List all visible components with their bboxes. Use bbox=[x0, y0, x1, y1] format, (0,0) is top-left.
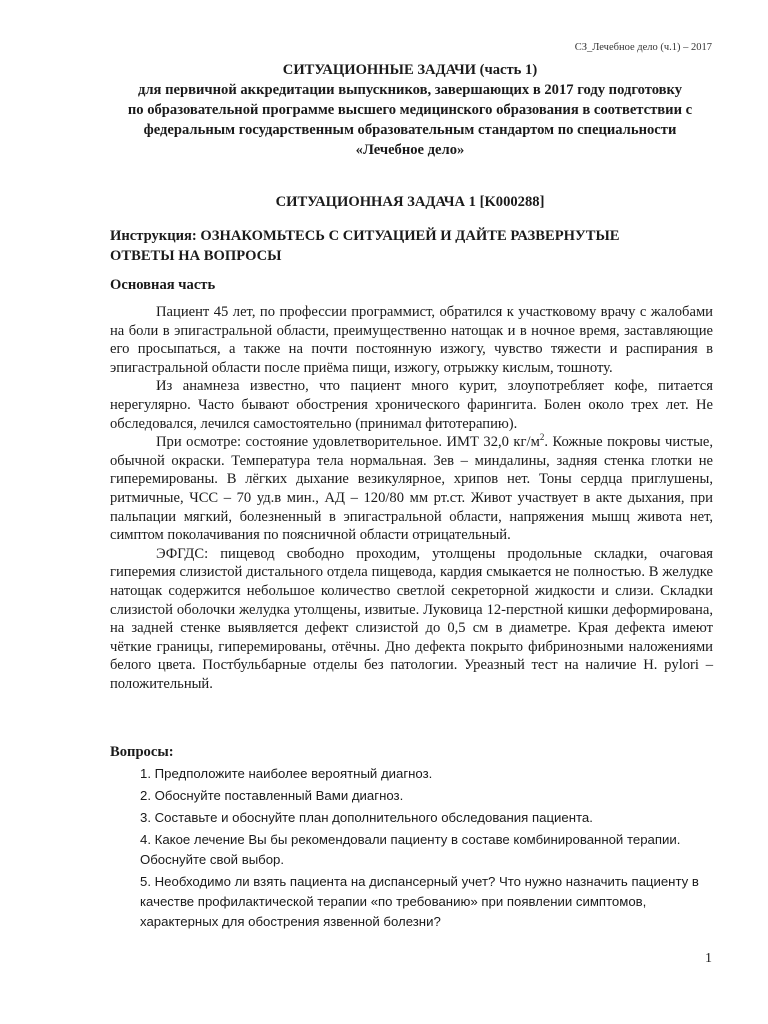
complaints-paragraph: Пациент 45 лет, по профессии программист, обратился к участковому врачу с жалобами на боли в эпигастральной области, преимущественно натощак и в ночное время, заставляющие его просыпаться, а также на почти постоянную изжогу, чувство тяжести и распирания в эпигастральной области после приёма пищи, изжогу, отрыжку кислым, тошноту. bbox=[110, 304, 713, 376]
instruction bbox=[110, 226, 710, 266]
question-3: 3. Составьте и обоснуйте план дополнительного обследования пациента. bbox=[140, 810, 593, 825]
title-line-1: СИТУАЦИОННЫЕ ЗАДАЧИ (часть 1) bbox=[282, 62, 538, 78]
egds-paragraph: ЭФГДС: пищевод свободно проходим, утолщены продольные складки, очаговая гиперемия слизистой дистального отдела пищевода, кардия смыкается не полностью. В желудке натощак содержится небольшое количество светлой секреторной жидкости и слизи. Складки слизистой оболочки желудка утолщены, извитые. Луковица 12-перстной кишки деформирована, на задней стенке выявляется дефект слизистой до 0,5 см в диаметре. Края дефекта имеют чёткие границы, гиперемированы, отёчны. Дно дефекта покрыто фибринозными наложениями белого цвета. Постбульбарные отделы без патологии. Уреазный тест на наличие H. pylori – положительный. bbox=[110, 545, 713, 692]
case-description bbox=[110, 303, 713, 693]
question-2: 2. Обоснуйте поставленный Вами диагноз. bbox=[140, 788, 404, 803]
main-section-title: Основная часть bbox=[110, 277, 216, 293]
questions-list bbox=[140, 764, 700, 934]
title-line-5: «Лечебное дело» bbox=[355, 142, 465, 158]
title-line-3: по образовательной программе высшего медицинского образования в соответствии с bbox=[127, 102, 693, 118]
page-number: 1 bbox=[705, 951, 712, 966]
running-header: СЗ_Лечебное дело (ч.1) – 2017 bbox=[574, 42, 712, 53]
examination-text-start: При осмотре: состояние удовлетворительное. ИМТ 32,0 кг/м bbox=[156, 434, 540, 451]
document-title bbox=[60, 60, 760, 160]
question-4: 4. Какое лечение Вы бы рекомендовали пациенту в составе комбинированной терапии. Обоснуйте свой выбор. bbox=[140, 832, 681, 867]
title-line-4: федеральным государственным образовательным стандартом по специальности bbox=[143, 122, 677, 138]
instruction-line-1: Инструкция: ОЗНАКОМЬТЕСЬ С СИТУАЦИЕЙ И ДАЙТЕ РАЗВЕРНУТЫЕ bbox=[110, 228, 620, 244]
instruction-line-2: ОТВЕТЫ НА ВОПРОСЫ bbox=[110, 248, 282, 264]
questions-title: Вопросы: bbox=[110, 744, 174, 760]
examination-text-rest: . Кожные покровы чистые, обычной окраски. Температура тела нормальная. Зев – миндалины, задняя стенка глотки не гиперемированы. В лёгких дыхание везикулярное, хрипов нет. Тоны сердца приглушены, ритмичные, ЧСС – 70 уд.в мин., АД – 120/80 мм рт.ст. Живот участвует в акте дыхания, при пальпации мягкий, болезненный в эпигастральной области, напряжения мышц живота нет, симптом поколачивания по поясничной области отрицательный. bbox=[110, 434, 713, 544]
anamnesis-paragraph: Из анамнеза известно, что пациент много курит, злоупотребляет кофе, питается нерегулярно. Часто бывают обострения хронического фарингита. Болен около трех лет. Не обследовался, лечился самостоятельно (принимал фитотерапию). bbox=[110, 378, 713, 432]
task-title: СИТУАЦИОННАЯ ЗАДАЧА 1 [K000288] bbox=[275, 194, 545, 210]
question-1: 1. Предположите наиболее вероятный диагноз. bbox=[140, 766, 433, 781]
title-line-2: для первичной аккредитации выпускников, завершающих в 2017 году подготовку bbox=[137, 82, 683, 98]
examination-paragraph bbox=[110, 433, 713, 545]
superscript-2: 2 bbox=[539, 432, 545, 443]
question-5: 5. Необходимо ли взять пациента на диспансерный учет? Что нужно назначить пациенту в качестве профилактической терапии «по требованию» при появлении симптомов, характерных для обострения язвенной болезни? bbox=[140, 874, 699, 929]
